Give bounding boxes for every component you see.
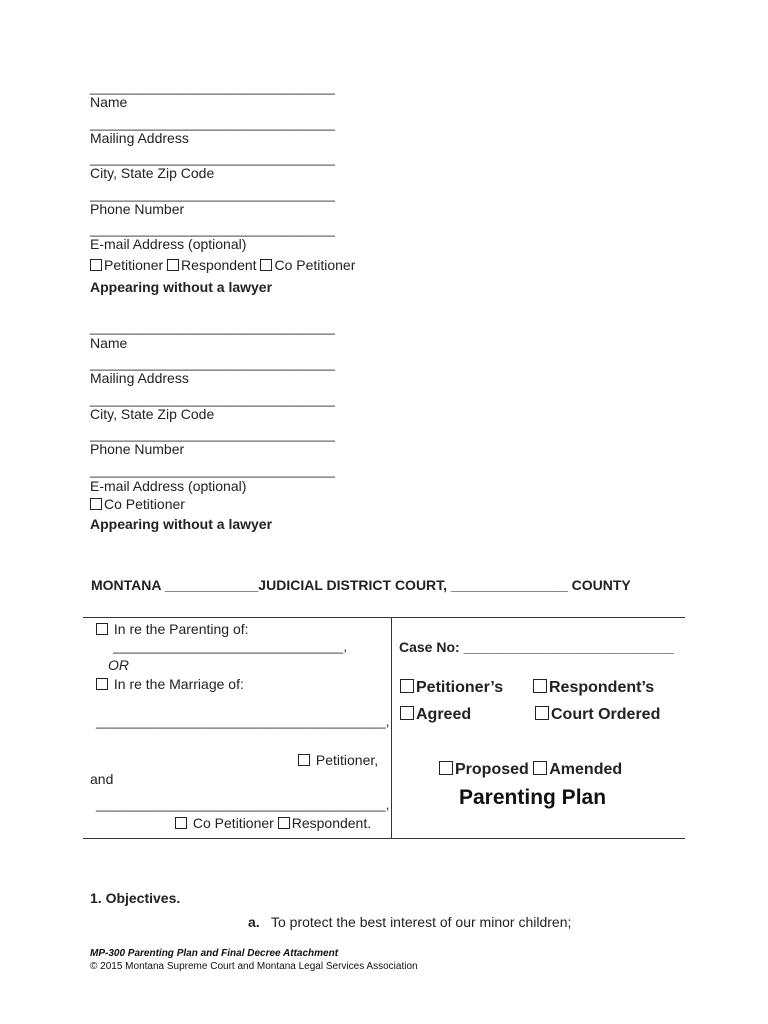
caption-divider: [391, 617, 392, 838]
phone-line-2[interactable]: _________________________________: [90, 427, 336, 442]
role-checkboxes-2: [90, 496, 185, 512]
proposed-amended-row: [439, 761, 622, 779]
case-number-field[interactable]: Case No: ___________________________: [399, 639, 674, 655]
city-label-2: City, State Zip Code: [90, 406, 215, 422]
amended-checkbox[interactable]: [533, 761, 547, 775]
court-heading: MONTANA ____________JUDICIAL DISTRICT COURT, _______________ COUNTY: [91, 577, 631, 593]
petitioner-checkbox[interactable]: [90, 259, 102, 271]
second-party-line[interactable]: _______________________________________,: [96, 797, 390, 812]
and-label: and: [90, 771, 114, 787]
address-label-1: Mailing Address: [90, 130, 189, 146]
caption-co-petitioner-checkbox[interactable]: [175, 817, 187, 829]
name-line-2[interactable]: _________________________________: [90, 320, 336, 335]
item-a-marker: a.: [248, 914, 260, 930]
court-ordered-option: [535, 706, 660, 724]
petitioners-option: [400, 679, 503, 697]
name-label-2: Name: [90, 335, 128, 351]
email-line-2[interactable]: _________________________________: [90, 463, 336, 478]
marriage-of-row: [96, 676, 244, 692]
proposed-checkbox[interactable]: [439, 761, 453, 775]
court-ordered-checkbox[interactable]: [535, 706, 549, 720]
address-line-1[interactable]: _________________________________: [90, 116, 336, 131]
respondents-option: [533, 679, 654, 697]
petitioner-label: Petitioner: [104, 257, 164, 273]
caption-bottom-rule: [83, 838, 685, 839]
caption-top-rule: [83, 617, 685, 618]
amended-label: Amended: [549, 761, 623, 778]
agreed-label: Agreed: [416, 706, 472, 723]
item-a-text: To protect the best interest of our minor children;: [271, 914, 572, 930]
city-label-1: City, State Zip Code: [90, 165, 215, 181]
respondent-label: Respondent: [181, 257, 257, 273]
marriage-checkbox[interactable]: [96, 678, 108, 690]
email-line-1[interactable]: _________________________________: [90, 222, 336, 237]
court-ordered-label: Court Ordered: [551, 706, 661, 723]
section-objectives-heading: 1. Objectives.: [90, 890, 181, 906]
address-line-2[interactable]: _________________________________: [90, 356, 336, 371]
email-label-2: E-mail Address (optional): [90, 478, 247, 494]
petitioners-label: Petitioner’s: [416, 679, 504, 696]
caption-petitioner-checkbox[interactable]: [298, 754, 310, 766]
co-petitioner-checkbox-2[interactable]: [90, 498, 102, 510]
or-label: OR: [108, 657, 129, 673]
co-petitioner-label: Co Petitioner: [274, 257, 356, 273]
parenting-checkbox[interactable]: [96, 623, 108, 635]
caption-respondent-label: Respondent.: [291, 815, 372, 831]
respondents-label: Respondent’s: [549, 679, 655, 696]
caption-co-petitioner-label: Co Petitioner: [192, 815, 274, 831]
co-petitioner-checkbox[interactable]: [260, 259, 272, 271]
parenting-of-row: [96, 621, 249, 637]
appearing-label-2: Appearing without a lawyer: [90, 516, 273, 532]
petitioner-row: [298, 752, 378, 768]
agreed-checkbox[interactable]: [400, 706, 414, 720]
address-label-2: Mailing Address: [90, 370, 189, 386]
proposed-label: Proposed: [455, 761, 529, 778]
parenting-label: In re the Parenting of:: [113, 621, 249, 637]
phone-line-1[interactable]: _________________________________: [90, 187, 336, 202]
phone-label-1: Phone Number: [90, 201, 185, 217]
respondents-checkbox[interactable]: [533, 679, 547, 693]
plan-title: Parenting Plan: [459, 786, 607, 809]
marriage-name-line[interactable]: _______________________________________,: [96, 714, 390, 729]
city-line-1[interactable]: _________________________________: [90, 151, 336, 166]
footer-copyright: © 2015 Montana Supreme Court and Montana Legal Services Association: [90, 961, 418, 972]
agreed-option: [400, 706, 471, 724]
role-checkboxes-1: [90, 257, 355, 273]
parenting-name-line[interactable]: _______________________________,: [113, 639, 348, 654]
footer-form-id: MP-300 Parenting Plan and Final Decree Attachment: [90, 948, 339, 959]
respondent-checkbox[interactable]: [167, 259, 179, 271]
second-party-roles: [175, 815, 371, 831]
marriage-label: In re the Marriage of:: [113, 676, 244, 692]
name-label-1: Name: [90, 94, 128, 110]
caption-respondent-checkbox[interactable]: [278, 817, 290, 829]
email-label-1: E-mail Address (optional): [90, 236, 247, 252]
appearing-label-1: Appearing without a lawyer: [90, 279, 273, 295]
co-petitioner-label-2: Co Petitioner: [104, 496, 185, 512]
name-line-1[interactable]: _________________________________: [90, 80, 336, 95]
caption-petitioner-label: Petitioner,: [315, 752, 379, 768]
phone-label-2: Phone Number: [90, 441, 185, 457]
petitioners-checkbox[interactable]: [400, 679, 414, 693]
city-line-2[interactable]: _________________________________: [90, 392, 336, 407]
